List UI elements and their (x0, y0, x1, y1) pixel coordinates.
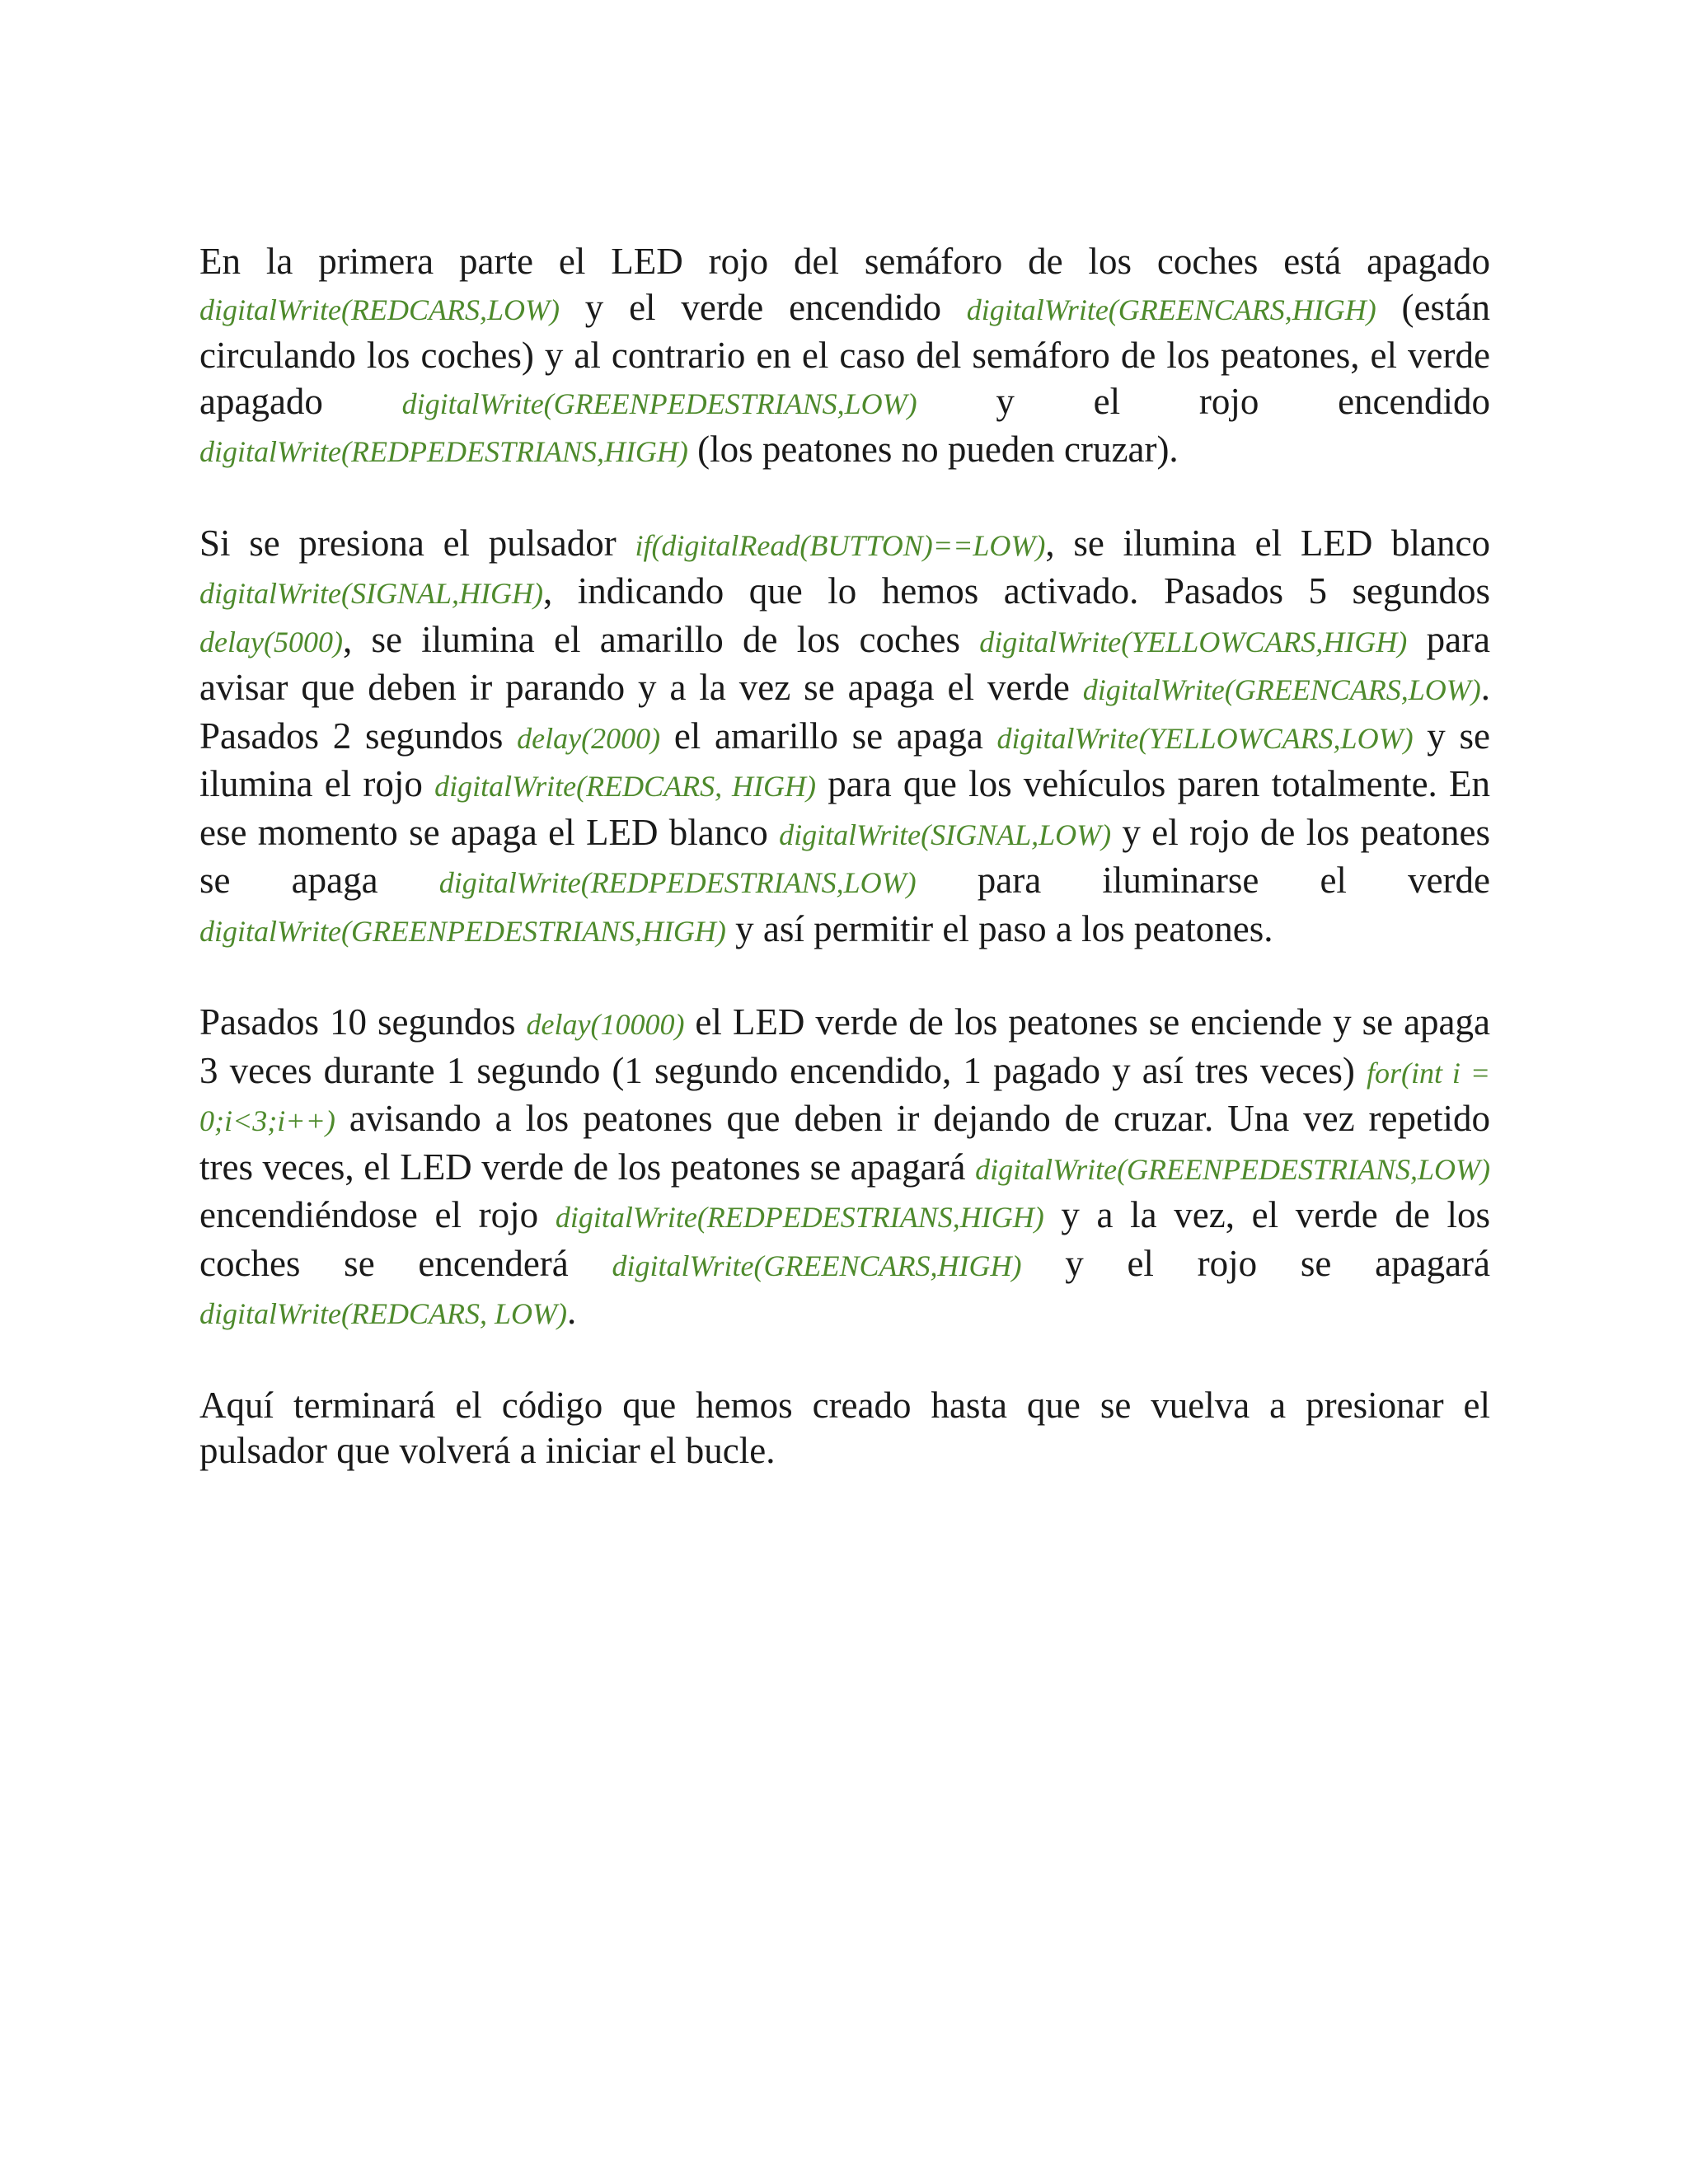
body-text: . (566, 1291, 577, 1332)
body-text: y se ilumina el rojo (199, 715, 1490, 804)
body-text: , se ilumina el amarillo de los coches (342, 618, 980, 660)
body-text: y el rojo se apagará (1021, 1242, 1491, 1284)
body-text: para iluminarse el verde (916, 860, 1491, 901)
body-text: (los peatones no pueden cruzar). (687, 429, 1179, 470)
code-snippet: digitalWrite(REDPEDESTRIANS,HIGH) (199, 435, 688, 468)
code-snippet: digitalWrite(SIGNAL,HIGH) (199, 577, 543, 610)
code-snippet: digitalWrite(GREENCARS,LOW) (1082, 673, 1481, 706)
body-text: el amarillo se apaga (660, 715, 997, 757)
body-text: y el rojo de los peatones se apaga (199, 811, 1490, 901)
body-text: encendiéndose el rojo (199, 1194, 556, 1235)
body-text: y a la vez, el verde de los coches se encenderá (199, 1194, 1491, 1284)
body-text: Pasados 10 segundos (199, 1001, 527, 1043)
code-snippet: delay(10000) (526, 1008, 685, 1041)
paragraph (199, 521, 1490, 955)
paragraph (199, 1000, 1490, 1338)
body-text: para que los vehículos paren totalmente. En ese momento se apaga el LED blanco (199, 763, 1491, 853)
body-text: Aquí terminará el código que hemos creado hasta que se vuelva a presionar el pulsador que volverá a iniciar el bucle. (199, 1384, 1490, 1471)
code-snippet: digitalWrite(REDCARS, LOW) (199, 1297, 567, 1330)
code-snippet: for(int i = 0;i<3;i++) (199, 1056, 1490, 1137)
code-snippet: digitalWrite(YELLOWCARS,LOW) (996, 721, 1414, 755)
code-snippet: digitalWrite(GREENPEDESTRIANS,HIGH) (199, 914, 726, 948)
code-snippet: digitalWrite(GREENPEDESTRIANS,LOW) (975, 1152, 1490, 1186)
body-text: (están circulando los coches) y al contrario en el caso del semáforo de los peatones, el verde apagado (199, 286, 1490, 422)
body-text: y así permitir el paso a los peatones. (725, 907, 1273, 949)
code-snippet: digitalWrite(YELLOWCARS,HIGH) (979, 625, 1408, 658)
code-snippet: digitalWrite(SIGNAL,LOW) (779, 818, 1112, 851)
body-text: y el verde encendido (559, 286, 967, 328)
code-snippet: digitalWrite(REDPEDESTRIANS,LOW) (438, 866, 917, 899)
code-snippet: digitalWrite(REDCARS,LOW) (199, 293, 560, 326)
body-text: Si se presiona el pulsador (199, 522, 635, 564)
paragraph (199, 239, 1490, 476)
code-snippet: digitalWrite(REDPEDESTRIANS,HIGH) (555, 1201, 1044, 1234)
body-text: para avisar que deben ir parando y a la vez se apaga el verde (199, 618, 1490, 708)
code-snippet: delay(5000) (199, 625, 343, 658)
code-snippet: digitalWrite(REDCARS, HIGH) (434, 770, 817, 803)
code-snippet: digitalWrite(GREENCARS,HIGH) (966, 293, 1376, 326)
body-text: . Pasados 2 segundos (199, 667, 1490, 757)
body-text: , se ilumina el LED blanco (1045, 522, 1490, 564)
body-text: y el rojo encendido (917, 380, 1490, 422)
body-text: , indicando que lo hemos activado. Pasados 5 segundos (542, 570, 1490, 612)
code-snippet: if(digitalRead(BUTTON)==LOW) (635, 528, 1046, 562)
body-text: el LED verde de los peatones se enciende y se apaga 3 veces durante 1 segundo (1 segundo encendido, 1 pagado y así tres veces) (199, 1001, 1491, 1091)
code-snippet: digitalWrite(GREENPEDESTRIANS,LOW) (401, 387, 917, 420)
body-text: avisando a los peatones que deben ir dejando de cruzar. Una vez repetido tres veces, el LED verde de los peatones se apagará (199, 1098, 1490, 1188)
code-snippet: digitalWrite(GREENCARS,HIGH) (612, 1249, 1022, 1282)
body-text: En la primera parte el LED rojo del semáforo de los coches está apagado (199, 241, 1490, 282)
document-body (199, 239, 1490, 1520)
code-snippet: delay(2000) (517, 721, 661, 755)
paragraph (199, 1383, 1490, 1474)
